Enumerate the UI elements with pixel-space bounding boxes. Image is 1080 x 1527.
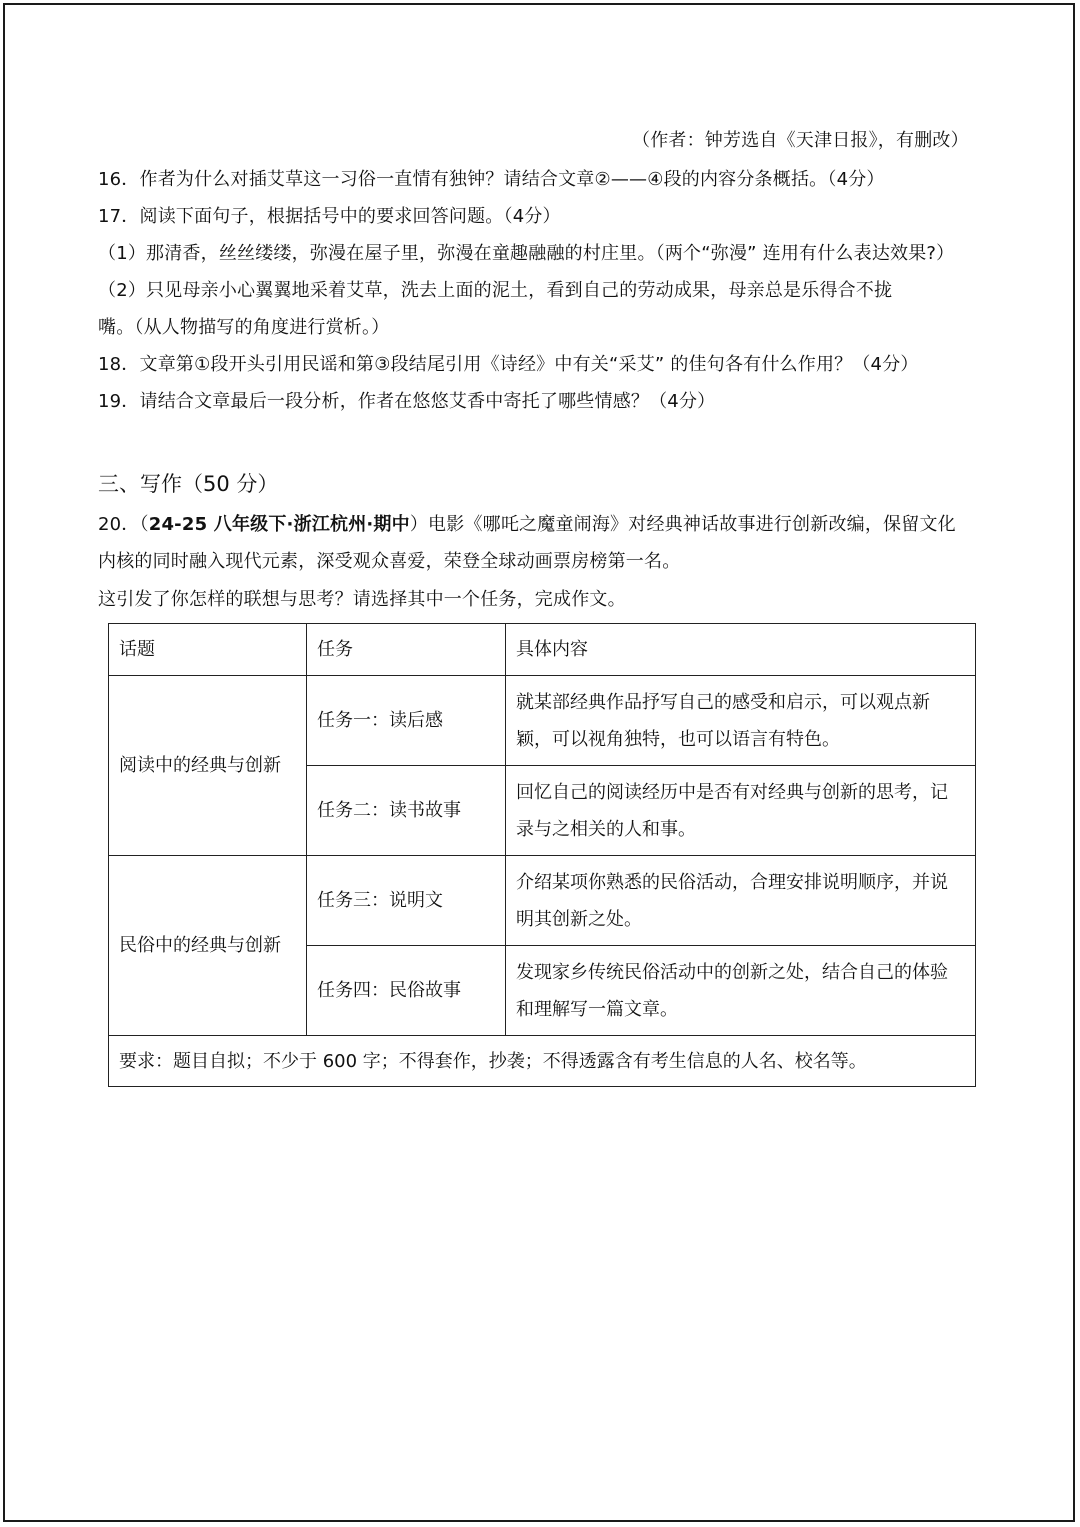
task-2: 任务二：读书故事 (307, 766, 506, 856)
question-20-line-3: 这引发了你怎样的联想与思考？请选择其中一个任务，完成作文。 (98, 589, 626, 610)
question-20 (98, 513, 956, 537)
requirement-text: 要求：题目自拟；不少于 600 字；不得套作，抄袭；不得透露含有考生信息的人名、校名等。 (109, 1036, 976, 1087)
table-row (109, 856, 976, 946)
question-17-part-2-continued: 嘴。（从人物描写的角度进行赏析。） (98, 317, 390, 338)
table-header-row (109, 624, 976, 676)
task-2-content: 回忆自己的阅读经历中是否有对经典与创新的思考，记录与之相关的人和事。 (506, 766, 976, 856)
task-3-content: 介绍某项你熟悉的民俗活动，合理安排说明顺序，并说明其创新之处。 (506, 856, 976, 946)
topic-reading: 阅读中的经典与创新 (109, 676, 307, 856)
table-row (109, 676, 976, 766)
task-4: 任务四：民俗故事 (307, 946, 506, 1036)
question-17-part-1: （1）那清香，丝丝缕缕，弥漫在屋子里，弥漫在童趣融融的村庄里。（两个“弥漫” 连用有什么表达效果?） (98, 243, 955, 264)
question-17: 17．阅读下面句子，根据括号中的要求回答问题。（4分） (98, 206, 561, 227)
question-18: 18．文章第①段开头引用民谣和第③段结尾引用《诗经》中有关“采艾” 的佳句各有什么作用？（4分） (98, 354, 919, 375)
question-16: 16．作者为什么对插艾草这一习俗一直情有独钟？请结合文章②——④段的内容分条概括。（4分） (98, 169, 885, 190)
question-20-source-tag: 24-25 八年级下·浙江杭州·期中 (148, 514, 410, 535)
question-20-number: 20．（ (98, 514, 149, 535)
writing-task-table (108, 623, 976, 1087)
question-20-line-2: 内核的同时融入现代元素，深受观众喜爱，荣登全球动画票房榜第一名。 (98, 551, 681, 572)
task-1-content: 就某部经典作品抒写自己的感受和启示，可以观点新颖，可以视角独特，也可以语言有特色。 (506, 676, 976, 766)
topic-folk-custom: 民俗中的经典与创新 (109, 856, 307, 1036)
task-4-content: 发现家乡传统民俗活动中的创新之处，结合自己的体验和理解写一篇文章。 (506, 946, 976, 1036)
header-content: 具体内容 (506, 624, 976, 676)
question-17-part-2: （2）只见母亲小心翼翼地采着艾草，洗去上面的泥土，看到自己的劳动成果，母亲总是乐得合不拢 (98, 280, 893, 301)
header-task: 任务 (307, 624, 506, 676)
question-20-text: ）电影《哪吒之魔童闹海》对经典神话故事进行创新改编，保留文化 (409, 514, 956, 535)
header-topic: 话题 (109, 624, 307, 676)
table-requirement-row (109, 1036, 976, 1087)
question-19: 19．请结合文章最后一段分析，作者在悠悠艾香中寄托了哪些情感？（4分） (98, 391, 716, 412)
article-source: （作者：钟芳选自《天津日报》，有删改） (632, 130, 969, 151)
section-writing-title: 三、写作（50 分） (98, 472, 279, 496)
task-3: 任务三：说明文 (307, 856, 506, 946)
task-1: 任务一：读后感 (307, 676, 506, 766)
